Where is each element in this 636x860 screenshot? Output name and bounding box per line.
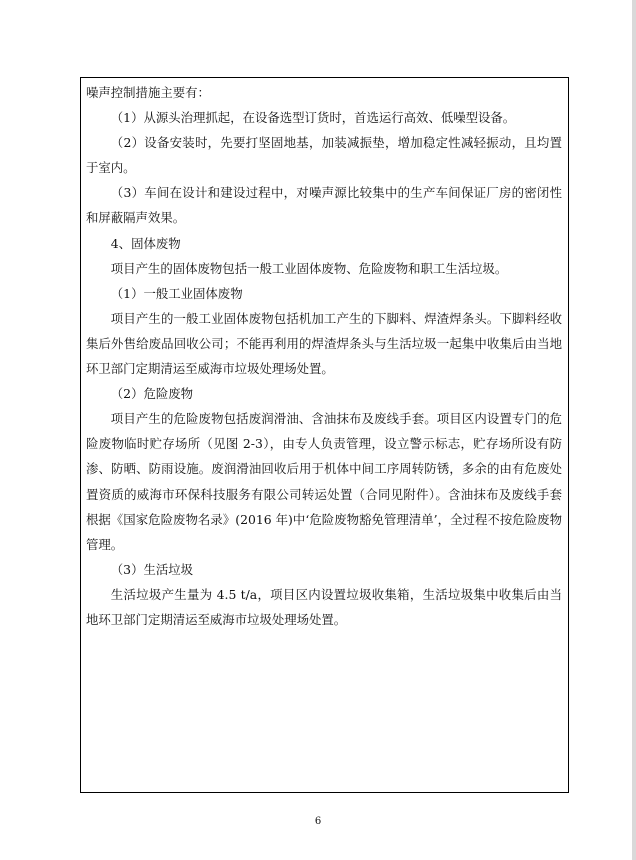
section-heading-solid-waste: 4、固体废物 — [110, 235, 181, 251]
paragraph-general-waste: 项目产生的一般工业固体废物包括机加工产生的下脚料、焊渣焊条头。下脚料经收集后外售给废品回收公司；不能再利用的焊渣焊条头与生活垃圾一起集中收集后由当地环卫部门定期清运至威海市垃圾处理场处置。 — [86, 310, 562, 377]
content-frame — [80, 77, 569, 793]
page-edge-shadow — [632, 0, 636, 860]
paragraph-hazardous-waste: 项目产生的危险废物包括废润滑油、含油抹布及废线手套。项目区内设置专门的危险废物临时贮存场所（见图 2-3），由专人负责管理，设立警示标志，贮存场所设有防渗、防晒、防雨设施。废润滑油回收后用于机体中间工序周转防锈，多余的由有危废处置资质的威海市环保科技服务有限公司转运处置（合同见附件）。含油抹布及废线手套根据《国家危险废物名录》(2016 年)中‘危险废物豁免管理清单’，全过程不按危险废物管理。 — [86, 411, 562, 552]
subheading-domestic-waste: （3）生活垃圾 — [110, 561, 194, 577]
subheading-hazardous-waste: （2）危险废物 — [110, 386, 194, 402]
paragraph-noise-measure-2: （2）设备安装时，先要打坚固地基，加装减振垫，增加稳定性减轻振动，且均置于室内。 — [86, 135, 562, 176]
subheading-general-waste: （1）一般工业固体废物 — [110, 285, 243, 301]
paragraph-noise-measure-1: （1）从源头治理抓起，在设备选型订货时，首选运行高效、低噪型设备。 — [110, 110, 516, 126]
paragraph-domestic-waste: 生活垃圾产生量为 4.5 t/a，项目区内设置垃圾收集箱，生活垃圾集中收集后由当地环卫部门定期清运至威海市垃圾处理场处置。 — [86, 586, 562, 627]
paragraph-intro: 噪声控制措施主要有： — [86, 85, 210, 100]
page-number: 6 — [314, 816, 322, 827]
paragraph-solid-waste-summary: 项目产生的固体废物包括一般工业固体废物、危险废物和职工生活垃圾。 — [110, 260, 508, 276]
paragraph-noise-measure-3: （3）车间在设计和建设过程中，对噪声源比较集中的生产车间保证厂房的密闭性和屏蔽隔声效果。 — [86, 185, 562, 226]
